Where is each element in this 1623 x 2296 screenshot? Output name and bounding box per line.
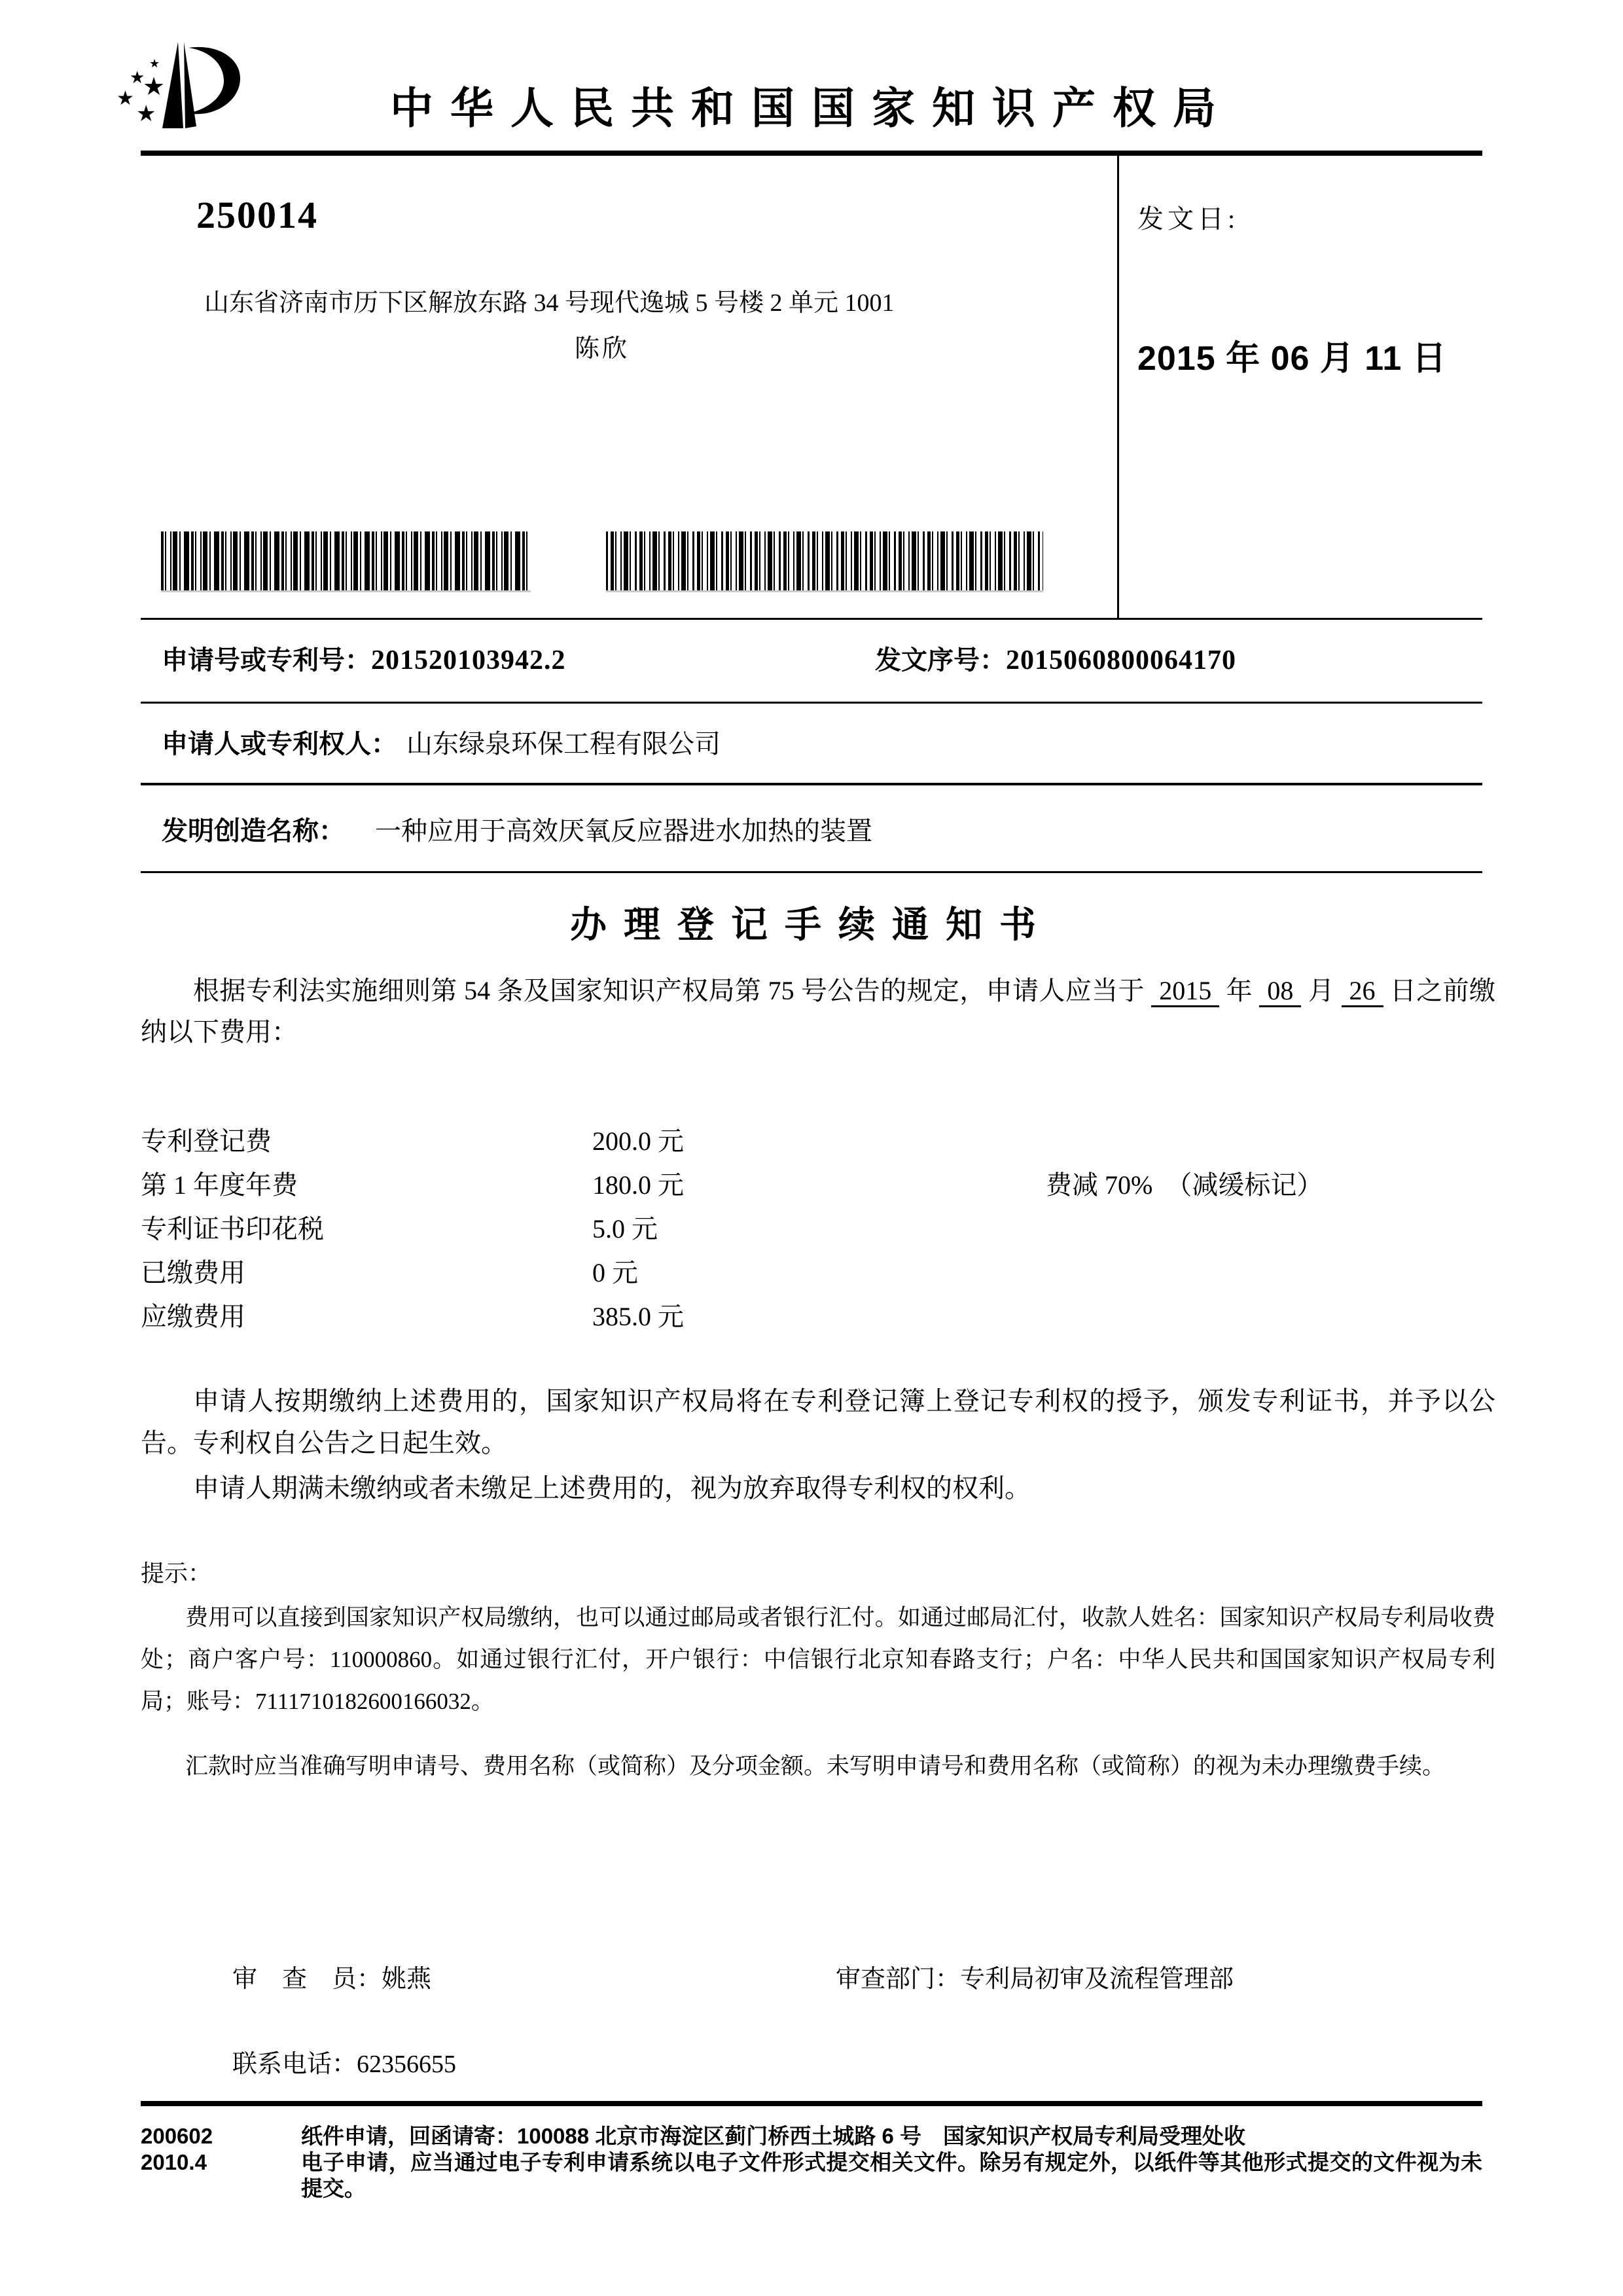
signoff-row (141, 1963, 1482, 1996)
fee-name: 专利证书印花税 (141, 1214, 324, 1244)
phone-block (141, 2048, 1482, 2081)
fee-row (141, 1119, 1482, 1163)
deadline-day: 26 (1342, 976, 1383, 1007)
invention-value: 一种应用于高效厌氧反应器进水加热的装置 (375, 816, 872, 846)
application-number-label: 申请号或专利号： (162, 646, 371, 675)
fee-amount: 385.0 元 (592, 1302, 684, 1331)
form-version: 2010.4 (141, 2150, 207, 2174)
fee-name: 第 1 年度年费 (141, 1170, 298, 1200)
examiner-label: 审 查 员： (232, 1965, 382, 1993)
invention-label: 发明创造名称： (162, 817, 345, 846)
serial-number-value: 2015060800064170 (1006, 645, 1236, 675)
intro-after: 日之前缴纳以下费用： (141, 976, 1495, 1047)
sipo-emblem-icon (92, 26, 262, 157)
fee-table (141, 1119, 1482, 1338)
footer-line-paper: 纸件申请，回函请寄：100088 北京市海淀区蓟门桥西土城路 6 号 国家知识产权局专利局受理处收 (301, 2124, 1245, 2148)
notice-title: 办理登记手续通知书 (570, 904, 1053, 945)
serial-number-label: 发文序号： (875, 646, 1006, 675)
department-block (836, 1963, 1234, 1996)
deadline-year: 2015 (1151, 976, 1219, 1007)
star-icon: ★ (136, 102, 156, 126)
phone-number: 62356655 (357, 2051, 457, 2078)
recipient-name: 陈欣 (575, 335, 630, 363)
application-number-row (141, 620, 1482, 704)
fee-note (1046, 1295, 1482, 1338)
fee-amount: 180.0 元 (592, 1170, 684, 1200)
star-icon: ★ (116, 88, 134, 109)
agency-title: 中华人民共和国国家知识产权局 (390, 84, 1233, 132)
deadline-month: 08 (1259, 976, 1301, 1007)
application-number-group (141, 643, 875, 677)
fee-note (1046, 1119, 1482, 1163)
applicant-label: 申请人或专利权人： (162, 730, 397, 759)
intro-before: 根据专利法实施细则第 54 条及国家知识产权局第 75 号公告的规定，申请人应当于 (193, 976, 1145, 1005)
dispatch-box (1117, 156, 1482, 618)
fee-amount: 0 元 (592, 1258, 638, 1287)
fee-note (1046, 1251, 1482, 1295)
hint-section (141, 1559, 1495, 1787)
fee-reduction-note: 费减 70% （减缓标记） (1046, 1170, 1323, 1200)
remittance-instructions: 汇款时应当准确写明申请号、费用名称（或简称）及分项金额。未写明申请号和费用名称（或简称）的视为未办理缴费手续。 (185, 1753, 1446, 1779)
info-band (141, 156, 1482, 620)
grant-paragraph: 申请人按期缴纳上述费用的，国家知识产权局将在专利登记簿上登记专利权的授予，颁发专利证书，并予以公告。专利权自公告之日起生效。 (141, 1386, 1495, 1458)
hint-label: 提示： (141, 1560, 212, 1587)
fee-row (141, 1295, 1482, 1338)
fee-note (1046, 1207, 1482, 1251)
recipient-postcode: 250014 (196, 194, 318, 236)
examiner-name: 姚燕 (382, 1965, 432, 1993)
month-unit: 月 (1308, 976, 1335, 1005)
application-number-value: 201520103942.2 (371, 645, 566, 675)
phone-label: 联系电话： (232, 2051, 357, 2078)
intro-paragraph (141, 970, 1495, 1052)
barcode-2 (606, 531, 1043, 592)
dispatch-date-value: 2015 年 06 月 11 日 (1137, 340, 1447, 378)
fee-amount: 5.0 元 (592, 1214, 658, 1244)
footer-instructions (301, 2123, 1482, 2202)
form-code-block (141, 2123, 301, 2202)
applicant-row (141, 704, 1482, 785)
recipient-address: 山东省济南市历下区解放东路 34 号现代逸城 5 号楼 2 单元 1001 (204, 289, 895, 317)
footer-line-electronic: 电子申请，应当通过电子专利申请系统以电子文件形式提交相关文件。除另有规定外，以纸件等其他形式提交的文件视为未提交。 (301, 2150, 1482, 2200)
barcode-row (161, 531, 1117, 592)
fee-name: 应缴费用 (141, 1302, 245, 1331)
invention-row (141, 785, 1482, 873)
star-icon: ★ (149, 57, 160, 70)
dispatch-date-label: 发文日: (1137, 204, 1240, 234)
department-name: 专利局初审及流程管理部 (960, 1965, 1234, 1993)
header-rule (141, 151, 1482, 156)
barcode-1 (161, 531, 531, 592)
footer (141, 2101, 1482, 2202)
serial-number-group (875, 643, 1236, 677)
fee-amount: 200.0 元 (592, 1126, 684, 1156)
fee-row (141, 1163, 1482, 1207)
fee-row (141, 1251, 1482, 1295)
masthead (0, 0, 1623, 151)
fee-name: 专利登记费 (141, 1126, 272, 1156)
fee-name: 已缴费用 (141, 1258, 245, 1287)
applicant-value: 山东绿泉环保工程有限公司 (406, 729, 721, 759)
department-label: 审查部门： (836, 1965, 961, 1993)
forfeit-paragraph: 申请人期满未缴纳或者未缴足上述费用的，视为放弃取得专利权的权利。 (193, 1473, 1031, 1503)
payment-instructions: 费用可以直接到国家知识产权局缴纳，也可以通过邮局或者银行汇付。如通过邮局汇付，收款人姓名：国家知识产权局专利局收费处；商户客户号：110000860。如通过银行汇付，开户银行：中信银行北京知春路支行；户名：中华人民共和国国家知识产权局专利局；账号：7111710182600166032。 (141, 1605, 1495, 1714)
year-unit: 年 (1226, 976, 1253, 1005)
examiner-block (232, 1963, 836, 1996)
star-icon: ★ (130, 68, 145, 87)
recipient-block (141, 156, 1117, 618)
fee-row (141, 1207, 1482, 1251)
form-code: 200602 (141, 2124, 213, 2148)
star-icon: ★ (143, 73, 166, 101)
